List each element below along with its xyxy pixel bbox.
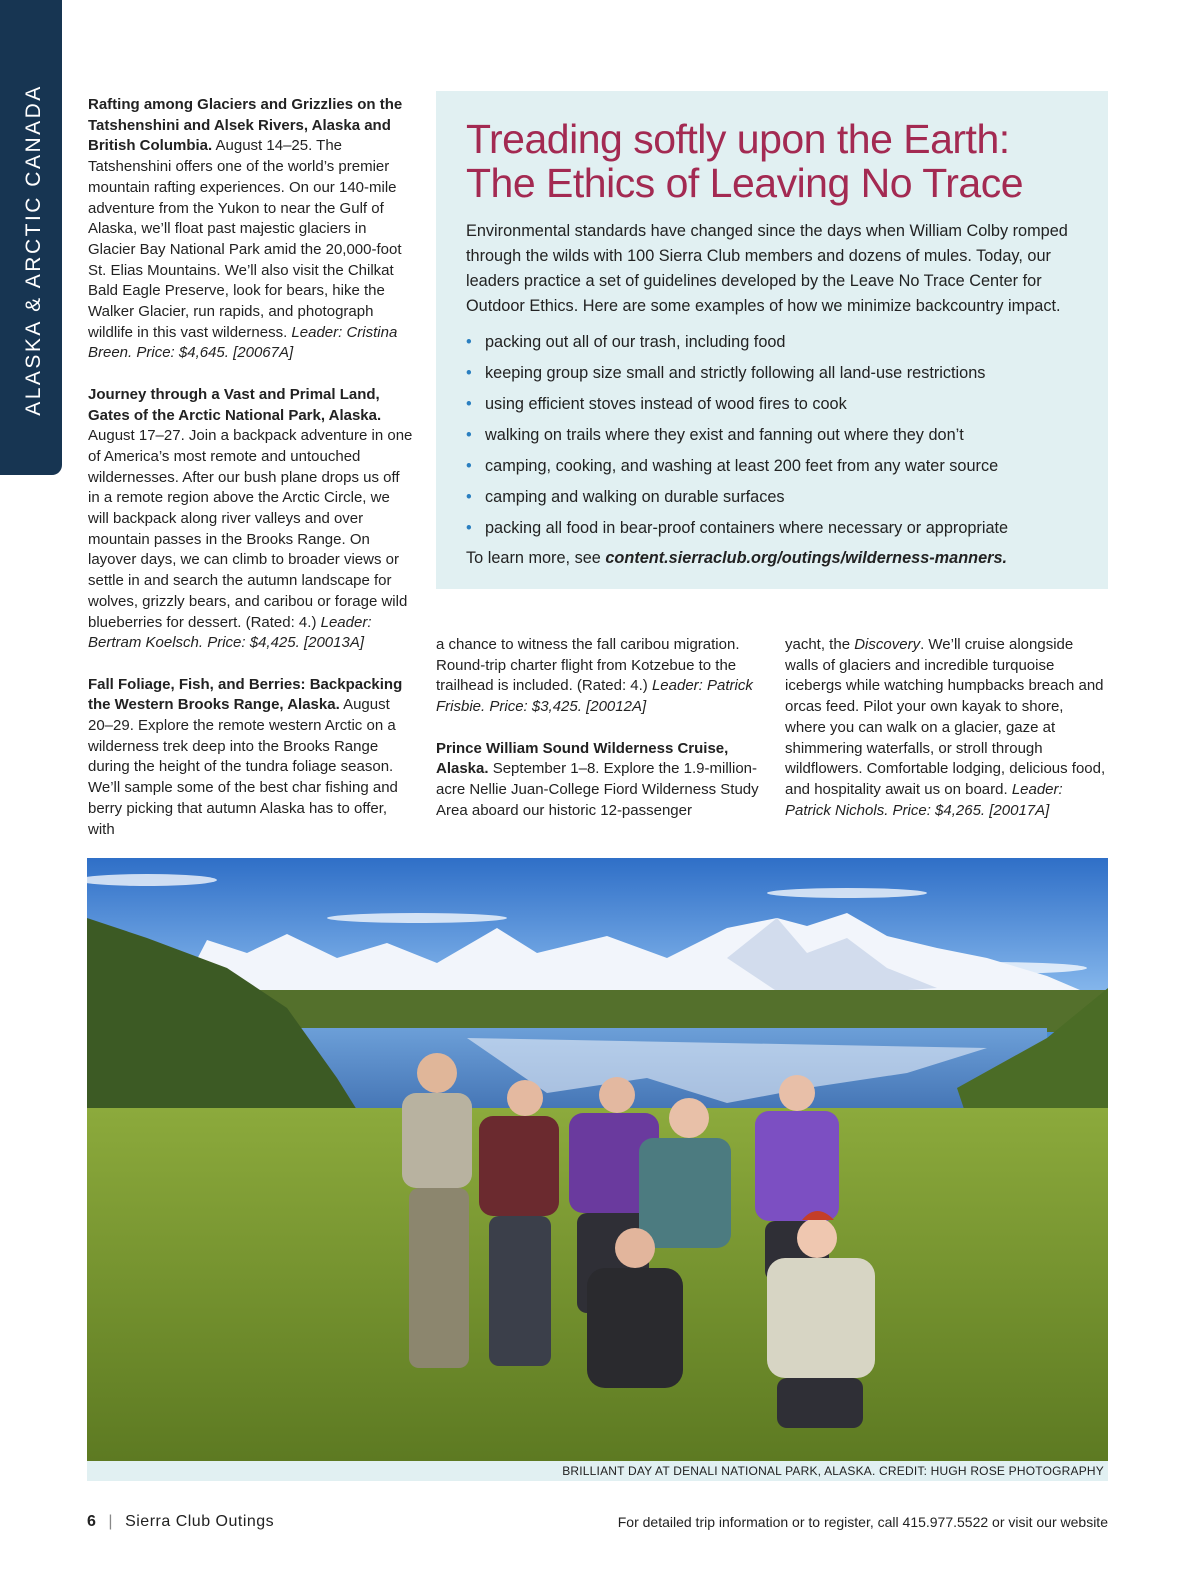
- publication-name: Sierra Club Outings: [125, 1513, 275, 1530]
- footer-separator: |: [108, 1513, 114, 1530]
- page-number: 6: [87, 1513, 97, 1530]
- section-tab: [0, 0, 62, 475]
- trip-title: Prince William Sound Wilderness Cruise, Alaska.: [436, 739, 729, 778]
- trip-entry: [88, 385, 413, 654]
- section-tab-label: ALASKA & ARCTIC CANADA: [22, 84, 45, 416]
- guideline-item: • packing out all of our trash, including food: [466, 327, 1088, 358]
- trip-column-2: [436, 635, 761, 821]
- footer-left: [87, 1513, 274, 1531]
- trip-entry: [88, 675, 413, 841]
- trip-entry: [436, 739, 761, 822]
- ship-name: Discovery: [854, 636, 921, 653]
- trip-title: Fall Foliage, Fish, and Berries: Backpacking the Western Brooks Range, Alaska.: [88, 675, 403, 714]
- trip-price: Price: $3,425. [20012A]: [485, 698, 647, 716]
- guideline-item: • camping, cooking, and washing at least 200 feet from any water source: [466, 451, 1088, 482]
- trip-leader: Leader: Patrick Frisbie.: [436, 677, 753, 716]
- wilderness-manners-link[interactable]: content.sierraclub.org/outings/wilderness-manners.: [605, 549, 1008, 567]
- trip-body: yacht, the: [785, 636, 855, 653]
- trip-leader: Leader: Patrick Nichols.: [785, 780, 1063, 819]
- trip-column-1: [88, 95, 413, 840]
- sidebar-title-line-2: The Ethics of Leaving No Trace: [466, 160, 1024, 206]
- trip-leader: Leader: Bertram Koelsch.: [88, 613, 372, 652]
- trip-body: August 14–25. The Tatshenshini offers one of the world’s premier mountain rafting experiences. On our 140-mile adventure from the Yukon to near the Gulf of Alaska, we’ll float past majestic glaciers in Glacier Bay National Park amid the 20,000-foot St. Elias Mountains. We’ll also visit the Chilkat Bald Eagle Preserve, look for bears, hike the Walker Glacier, run rapids, and photograph wildlife in this vast wilderness.: [88, 137, 402, 341]
- guideline-item: • keeping group size small and strictly following all land-use restrictions: [466, 358, 1088, 389]
- trip-body: September 1–8. Explore the 1.9-million-acre Nellie Juan-College Fiord Wilderness Study Area aboard our historic 12-passenger: [436, 760, 759, 819]
- guideline-item: • packing all food in bear-proof containers where necessary or appropriate: [466, 513, 1088, 544]
- guideline-list: [466, 327, 1088, 544]
- trip-body: . We’ll cruise alongside walls of glaciers and incredible turquoise icebergs while watching humpbacks breach and orcas feed. Pilot your own kayak to shore, where you can walk on a glacier, gaze at shimmering waterfalls, or stroll through wildflowers. Comfortable lodging, delicious food, and hospitality await us on board.: [785, 636, 1106, 798]
- photo-caption: BRILLIANT DAY AT DENALI NATIONAL PARK, ALASKA. CREDIT: HUGH ROSE PHOTOGRAPHY: [562, 1464, 1104, 1478]
- sidebar-title: [466, 117, 1088, 205]
- guideline-item: • camping and walking on durable surfaces: [466, 482, 1088, 513]
- trip-title: Journey through a Vast and Primal Land, Gates of the Arctic National Park, Alaska.: [88, 385, 382, 424]
- trip-entry: [785, 635, 1107, 821]
- trip-entry: [436, 635, 761, 718]
- sidebar-title-line-1: Treading softly upon the Earth:: [466, 116, 1010, 162]
- denali-group-photo: [87, 858, 1108, 1461]
- hiker-2: [479, 1080, 559, 1366]
- hiker-1: [402, 1053, 472, 1368]
- guideline-item: • walking on trails where they exist and fanning out where they don’t: [466, 420, 1088, 451]
- photo-illustration: [87, 858, 1108, 1461]
- learn-more-prefix: To learn more, see: [466, 549, 606, 567]
- trip-body: August 20–29. Explore the remote western Arctic on a wilderness trek deep into the Brooks Range during the height of the tundra foliage season. We’ll sample some of the best char fishing and berry picking that autumn Alaska has to offer, with: [88, 696, 398, 838]
- photo-caption-bar: [87, 1461, 1108, 1481]
- leave-no-trace-sidebar: [436, 91, 1108, 589]
- trip-title: Rafting among Glaciers and Grizzlies on the Tatshenshini and Alsek Rivers, Alaska and British Columbia.: [88, 96, 403, 155]
- learn-more: [466, 544, 1088, 572]
- trip-body: August 17–27. Join a backpack adventure in one of America’s most remote and untouched wildernesses. After our bush plane drops us off in a remote region above the Arctic Circle, we will backpack along river valleys and over mountain passes in the Brooks Range. On layover days, we can climb to broader views or settle in and search the autumn landscape for wolves, grizzly bears, and caribou or forage wild blueberries for dessert. (Rated: 4.): [88, 427, 413, 631]
- footer-contact: For detailed trip information or to register, call 415.977.5522 or visit our website: [617, 1514, 1108, 1530]
- trip-price: Price: $4,645. [20067A]: [132, 344, 294, 362]
- trip-column-3: [785, 635, 1107, 842]
- trip-entry: [88, 95, 413, 364]
- sidebar-intro: Environmental standards have changed since the days when William Colby romped through the wilds with 100 Sierra Club members and dozens of mules. Today, our leaders practice a set of guidelines developed by the Leave No Trace Center for Outdoor Ethics. Here are some examples of how we minimize backcountry impact.: [466, 222, 1068, 315]
- trip-leader: Leader: Cristina Breen.: [88, 323, 398, 362]
- guideline-item: • using efficient stoves instead of wood fires to cook: [466, 389, 1088, 420]
- trip-body: a chance to witness the fall caribou migration. Round-trip charter flight from Kotzebue to the trailhead is included. (Rated: 4.): [436, 636, 740, 695]
- trip-price: Price: $4,265. [20017A]: [888, 801, 1050, 819]
- trip-price: Price: $4,425. [20013A]: [203, 634, 364, 652]
